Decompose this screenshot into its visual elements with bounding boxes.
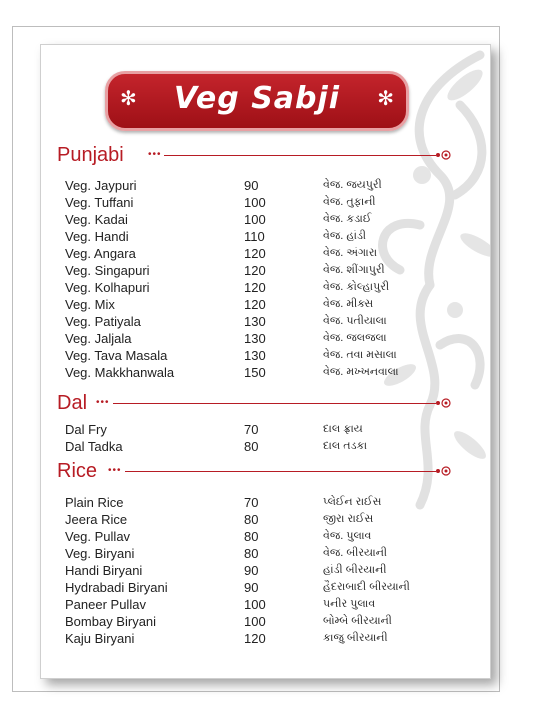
divider-dots-icon: ••• (148, 149, 162, 160)
section-heading-punjabi (57, 143, 124, 167)
section-rule-rice (125, 471, 436, 472)
section-rule-dal (113, 403, 436, 404)
snowflake-icon-right: ✻ (377, 88, 394, 110)
divider-end-ornament-icon (434, 466, 452, 476)
divider-end-ornament-icon (434, 150, 452, 160)
title-banner (105, 71, 409, 131)
page-title: Veg Sabji (173, 81, 341, 116)
section-rule-punjabi (164, 155, 436, 156)
section-heading-rice (57, 459, 97, 483)
section-title-punjabi: Punjabi (57, 143, 124, 166)
divider-end-ornament-icon (434, 398, 452, 408)
section-heading-dal (57, 391, 87, 415)
divider-dots-icon: ••• (96, 397, 110, 408)
section-title-dal: Dal (57, 391, 88, 414)
snowflake-icon-left: ✻ (120, 88, 137, 110)
menu-page: ✻ Veg Sabji ✻ Punjabi ••• Veg. Jaypuri 90 વેજ. જયપુરી Veg. Tuffani 100 વેજ. તુફાની Veg. Kadai 100 વેજ. કડાઈ Veg. Handi 110 વેજ. હાંડી Veg. Angara 120 વેજ. અંગારા Veg. Singapuri 120 વેજ. શીંગાપુરી Veg. Kolhapuri 120 વેજ. કોલ્હાપુરી Veg. Mix 120 વેજ. મીક્સ Veg. Patiyala 130 વેજ. પતીયાલા Veg. Jaljala 130 વેજ. જલજલા Veg. Tava Masala 130 વેજ. તવા મસાલા Veg. Makkhanwala 150 વેજ. મખ્ખનવાલા Dal ••• Dal Fry 70 દાલ ફ્રાય Dal Tadka 80 દાલ તડકા Rice ••• Plain Rice 70 પ્લેઈન રાઈસ Jeera Rice 80 જીરા રાઈસ Veg. Pullav 80 વેજ. પુલાવ Veg. Biryani 80 વેજ. બીરયાની Handi Biryani 90 હાંડી બીરયાની Hydrabadi Biryani 90 હૈદરાબાદી બીરયાની Paneer Pullav 100 પનીર પુલાવ Bombay Biryani 100 બોમ્બે બીરયાની Kaju Biryani 120 કાજુ બીરયાની (40, 44, 491, 679)
divider-dots-icon: ••• (108, 465, 122, 476)
section-title-rice: Rice (57, 459, 98, 482)
